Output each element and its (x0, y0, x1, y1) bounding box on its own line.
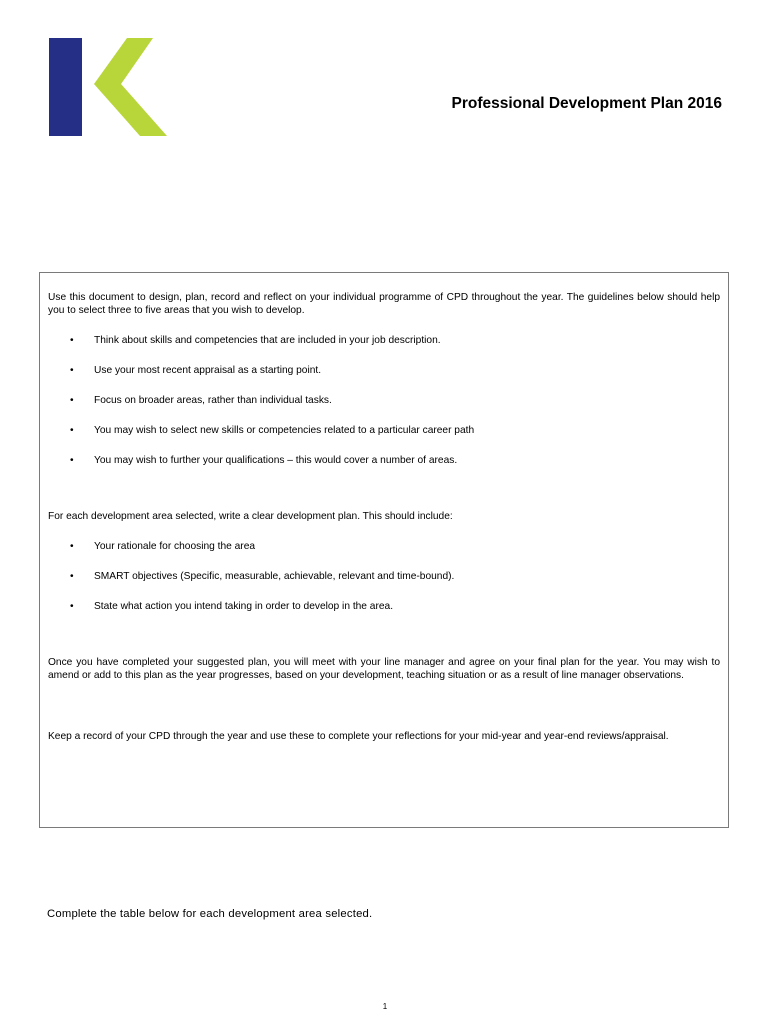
list-item: • Think about skills and competencies that are included in your job description. (70, 335, 441, 346)
list-item: • Your rationale for choosing the area (70, 541, 256, 552)
guideline-list (48, 334, 720, 467)
list-item: • You may wish to select new skills or competencies related to a particular career path (70, 425, 475, 436)
list-item: • Focus on broader areas, rather than individual tasks. (70, 395, 332, 406)
list-item: • State what action you intend taking in order to develop in the area. (70, 601, 394, 612)
page-number: 1 (382, 1002, 388, 1011)
plan-list (48, 540, 720, 613)
document-title: Professional Development Plan 2016 (451, 95, 722, 112)
meeting-paragraph: Once you have completed your suggested plan, you will meet with your line manager and agree on your final plan for the year. You may wish to amend or add to this plan as the year progresses, based on your development, teaching situation or as a result of line manager observations. (48, 657, 720, 681)
instructions-box (39, 272, 729, 828)
logo-chevron (94, 38, 167, 136)
list-item: • SMART objectives (Specific, measurable, achievable, relevant and time-bound). (70, 571, 455, 582)
plan-intro-paragraph: For each development area selected, write a clear development plan. This should include: (48, 511, 453, 522)
intro-paragraph: Use this document to design, plan, record and reflect on your individual programme of CPD throughout the year. The guidelines below should help you to select three to five areas that you wish to develop. (48, 292, 720, 316)
record-paragraph: Keep a record of your CPD through the year and use these to complete your reflections for your mid-year and year-end reviews/appraisal. (48, 731, 669, 742)
table-instruction: Complete the table below for each development area selected. (47, 908, 373, 920)
list-item: • You may wish to further your qualifications – this would cover a number of areas. (70, 455, 458, 466)
list-item: • Use your most recent appraisal as a starting point. (70, 365, 322, 376)
k-logo (49, 38, 167, 136)
logo-bar (49, 38, 82, 136)
